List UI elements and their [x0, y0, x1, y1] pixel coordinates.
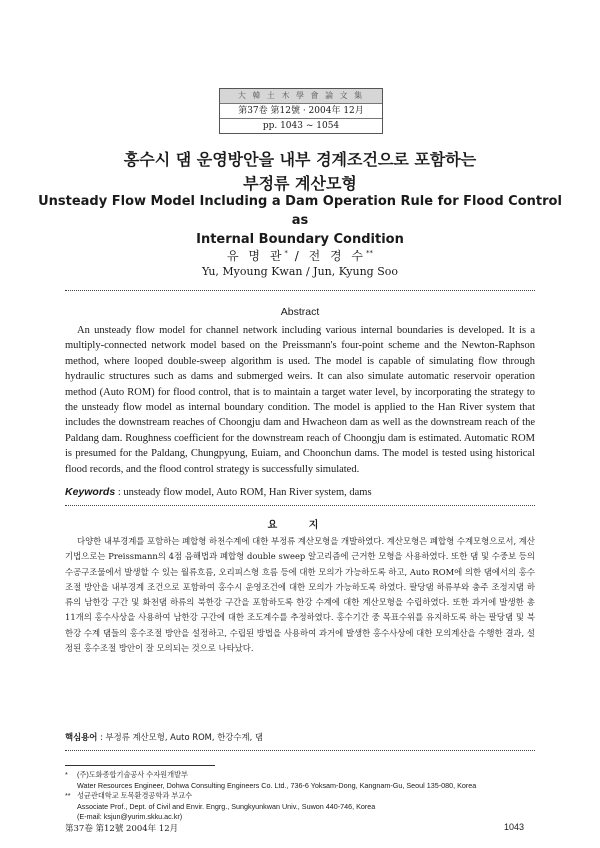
divider-middle — [65, 505, 535, 506]
english-title-line1: Unsteady Flow Model Including a Dam Operation Rule for Flood Control as — [38, 194, 562, 228]
korean-keywords-text: : 부정류 계산모형, Auto ROM, 한강수계, 댐 — [97, 732, 263, 742]
footnote-2-korean: 성균관대학교 토목환경공학과 부교수 — [77, 791, 193, 801]
footnote-1-mark: * — [65, 770, 68, 779]
english-authors: Yu, Myoung Kwan / Jun, Kyung Soo — [202, 265, 398, 278]
author2-kr: 전 경 수 — [308, 249, 366, 263]
author1-mark: * — [284, 249, 288, 257]
korean-abstract-heading: 요 지 — [267, 520, 333, 531]
keywords-line — [65, 486, 535, 498]
author2-mark: ** — [365, 249, 373, 257]
footnote-2-mark: ** — [65, 791, 71, 801]
author-separator: / — [287, 249, 309, 263]
korean-title-line1: 홍수시 댐 운영방안을 내부 경계조건으로 포함하는 — [123, 150, 477, 169]
journal-pages: pp. 1043 ~ 1054 — [220, 118, 382, 133]
footnote-2-english: Associate Prof., Dept. of Civil and Envir. Engrg., Sungkyunkwan Univ., Suwon 440-746, Korea — [77, 801, 376, 811]
footnotes — [65, 770, 545, 823]
korean-title — [0, 148, 600, 196]
page-number: 1043 — [504, 822, 525, 832]
korean-keywords-label: 핵심용어 — [65, 732, 98, 742]
journal-volume: 第37卷 第12號 · 2004年 12月 — [220, 103, 382, 118]
keywords-text: : unsteady flow model, Auto ROM, Han River system, dams — [115, 487, 372, 498]
abstract-body: An unsteady flow model for channel network including various internal boundaries is developed. It is a multiply-connected network model based on the Preissmann's four-point scheme and the Newton-Raphson method, where looped double-sweep algorithm is used. The model is capable of simulating flow through hydraulic structures such as dams and submerged weirs. It can also simulate automatic reservoir operation method (Auto ROM) for flood control, that is to maintain a target water level, by incorporating the strategy to the unsteady flow model as internal boundary condition. The model is applied to the Han River system that includes the downstream reaches of Choongju dam and Hwacheon dam as well as the downstream reach of the Paldang dam. Roughness coefficient for the downstream reach of Choongju dam is estimated. Automatic ROM is presumed for the Paldang, Chungpyung, Euiam, and Choonchun dams. The model is tested using historical flood records, and the flood control strategy is successfully simulated. — [65, 325, 535, 475]
keywords-label: Keywords — [65, 486, 116, 498]
journal-name: 大 韓 土 木 學 會 論 文 集 — [220, 89, 382, 103]
divider-bottom — [65, 750, 535, 751]
footer-issue: 第37卷 第12號 2004年 12月 — [65, 824, 179, 834]
footnote-rule — [65, 765, 215, 766]
footnote-1 — [65, 770, 545, 791]
abstract-heading: Abstract — [280, 306, 320, 318]
korean-keywords-line — [65, 731, 535, 743]
footnote-2-email: (E-mail: ksjun@yurim.skku.ac.kr) — [77, 812, 183, 822]
footnote-1-english: Water Resources Engineer, Dohwa Consulting Engineers Co. Ltd., 736-6 Yoksam-Dong, Kangnam-Gu, Seoul 135-080, Korea — [77, 780, 477, 790]
korean-authors — [0, 247, 600, 264]
journal-masthead — [219, 88, 383, 134]
footnote-2 — [65, 791, 545, 823]
author1-kr: 유 명 관 — [227, 249, 285, 263]
english-title-line2: Internal Boundary Condition — [196, 232, 404, 247]
korean-abstract-body: 다양한 내부경계를 포함하는 폐합형 하천수계에 대한 부정류 계산모형을 개발하였다. 계산모형은 폐합형 수계모형으로서, 계산기법으로는 Preissmann의 4점 음해법과 폐합형 double sweep 알고리즘에 근거한 모형을 사용하였다. 또한 댐 및 수중보 등의 수공구조물에서 발생할 수 있는 월류흐름, 오리피스형 흐름 등에 대한 모의가 가능하도록 하고, Auto ROM에 의한 댐에서의 홍수조절 방안을 내부경계 조건으로 포함하여 홍수시 운영조건에 대한 모의가 가능하도록 하였다. 팔당댐 하류부와 충주 조정지댐 하류의 남한강 구간 및 화천댐 하류의 북한강 구간을 포함하도록 한강 수계에 대한 계산모형을 수립하였다. 또한 과거에 발생한 총 11개의 홍수사상을 사용하여 남한강 구간에 대한 조도계수를 추정하였다. 홍수기간 중 목표수위를 유지하도록 하는 팔당댐 및 북한강 수계 댐들의 홍수조절 방안을 설정하고, 수립된 방법을 사용하여 과거에 발생한 홍수사상에 대한 모의계산을 수행한 결과, 설정된 홍수조절 방안이 잘 모의되는 것으로 나타났다. — [65, 536, 535, 654]
english-title — [30, 192, 570, 249]
divider-top — [65, 290, 535, 291]
korean-title-line2: 부정류 계산모형 — [243, 174, 357, 193]
footnote-1-korean: (주)도화종합기술공사 수자원개발부 — [77, 770, 188, 779]
